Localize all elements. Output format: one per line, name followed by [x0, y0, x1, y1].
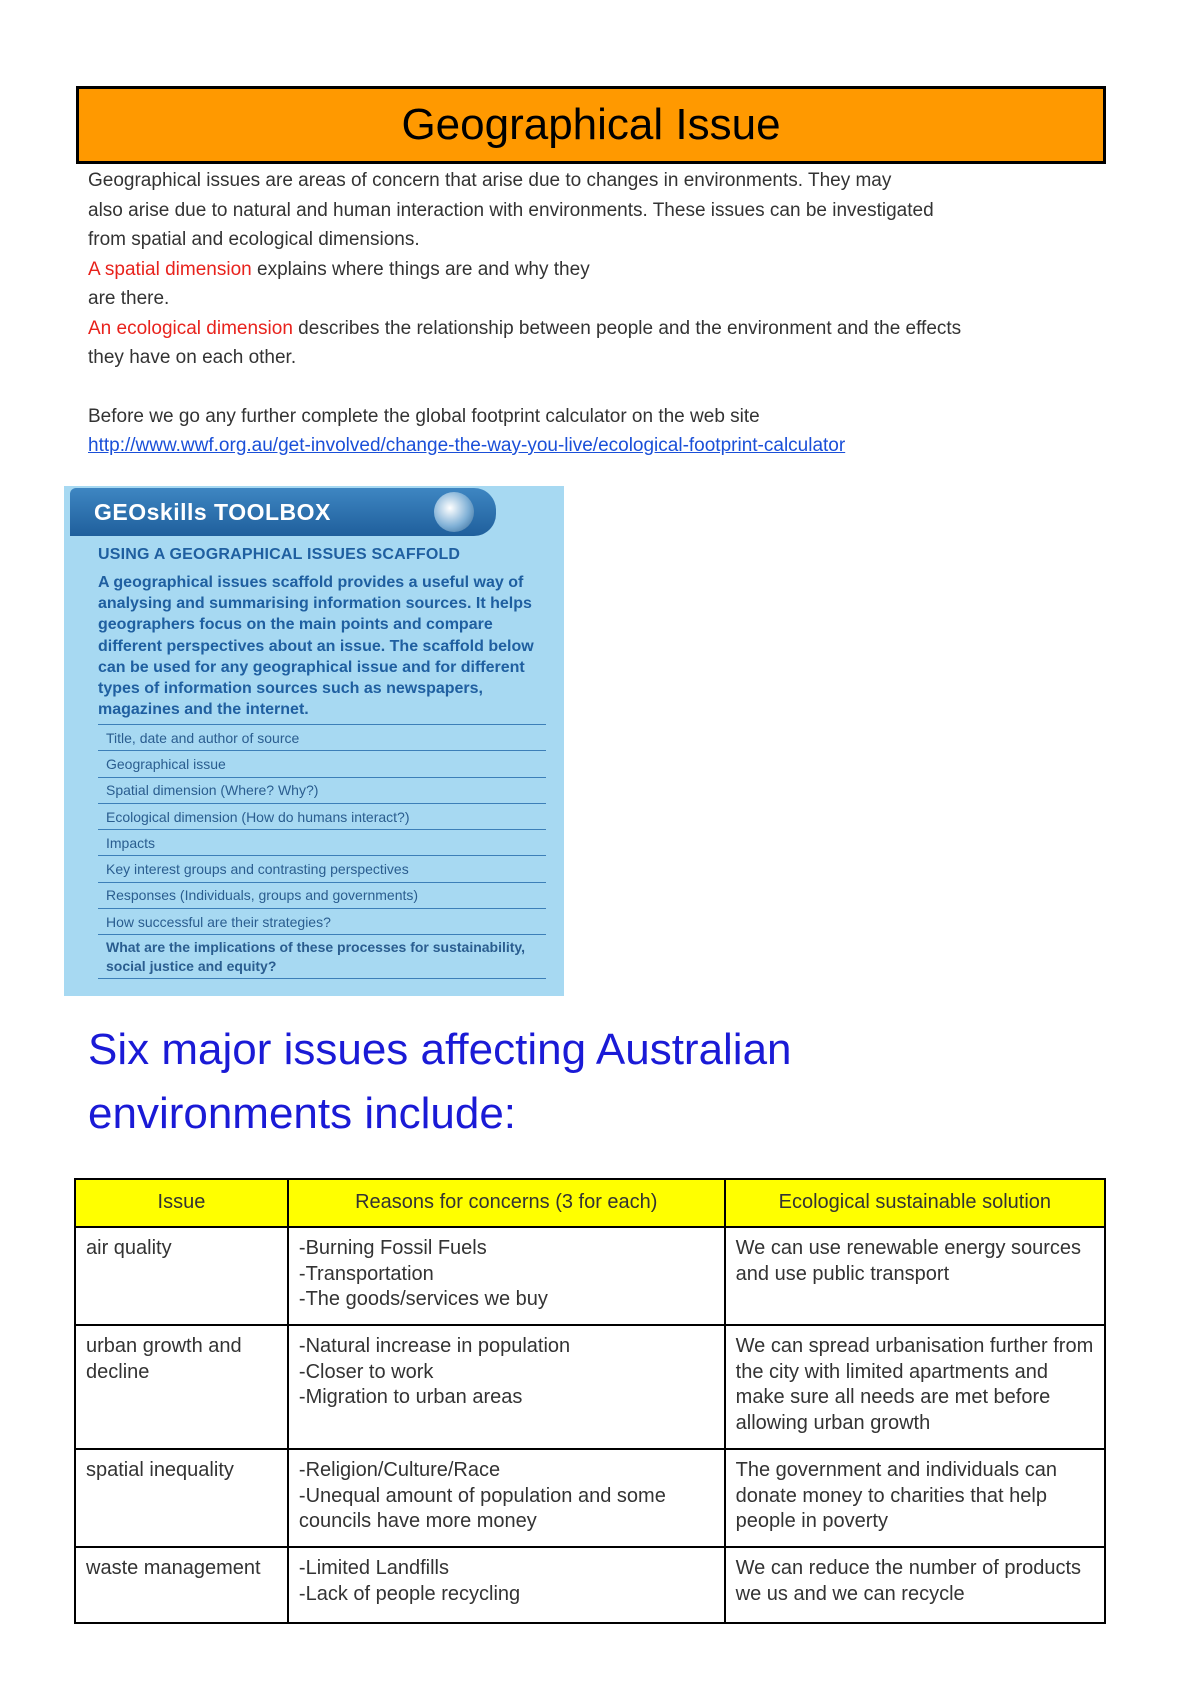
reason-item: -Migration to urban areas [298, 1386, 523, 1408]
reason-item: -Natural increase in population [298, 1335, 571, 1357]
ecological-term: An ecological dimension [88, 317, 293, 339]
scaffold-row: Geographical issue [98, 751, 546, 777]
header-issue: Issue [75, 1179, 288, 1227]
issue-cell: urban growth and decline [75, 1325, 288, 1449]
solution-cell: The government and individuals can donate money to charities that help people in poverty [725, 1449, 1105, 1547]
spatial-term: A spatial dimension [88, 258, 252, 280]
table-row [75, 1227, 1105, 1325]
reasons-cell [288, 1227, 725, 1325]
scaffold-row: Ecological dimension (How do humans interact?) [98, 804, 546, 830]
reason-item: -The goods/services we buy [298, 1288, 548, 1310]
solution-cell: We can spread urbanisation further from the city with limited apartments and make sure all needs are met before allowing urban growth [725, 1325, 1105, 1449]
issue-cell: waste management [75, 1547, 288, 1623]
solution-cell: We can reduce the number of products we us and we can recycle [725, 1547, 1105, 1623]
reason-item: -Unequal amount of population and some councils have more money [298, 1484, 666, 1532]
spatial-definition-text: explains where things are and why they [251, 258, 590, 280]
section-heading: Six major issues affecting Australian environments include: [88, 1025, 792, 1138]
scaffold-row: Impacts [98, 830, 546, 856]
ecological-definition-text: describes the relationship between people and the environment and the effects [292, 317, 962, 339]
table-row [75, 1449, 1105, 1547]
solution-cell: We can use renewable energy sources and use public transport [725, 1227, 1105, 1325]
reasons-cell [288, 1547, 725, 1623]
intro-line: also arise due to natural and human interaction with environments. These issues can be investigated [88, 199, 934, 221]
ecological-definition-cont: they have on each other. [88, 347, 297, 368]
reason-item: -Lack of people recycling [298, 1582, 521, 1605]
issue-cell: spatial inequality [75, 1449, 288, 1547]
footprint-calculator-link[interactable]: http://www.wwf.org.au/get-involved/change-the-way-you-live/ecological-footprint-calculator [88, 435, 846, 456]
issue-cell: air quality [75, 1227, 288, 1325]
header-reasons: Reasons for concerns (3 for each) [288, 1179, 725, 1227]
intro-line: from spatial and ecological dimensions. [88, 229, 420, 250]
scaffold-row: Key interest groups and contrasting perspectives [98, 856, 546, 882]
table-header-row [75, 1179, 1105, 1227]
scaffold-row: How successful are their strategies? [98, 909, 546, 935]
toolbox-body: A geographical issues scaffold provides a useful way of analysing and summarising information sources. It helps geographers focus on the main points and compare different perspectives about an issue. The scaffold below can be used for any geographical issue and for different types of information sources such as newspapers, magazines and the internet. [98, 574, 534, 719]
calculator-instruction: Before we go any further complete the global footprint calculator on the web site [88, 405, 760, 427]
scaffold-row: Responses (Individuals, groups and governments) [98, 883, 546, 909]
ecological-definition [88, 314, 1128, 344]
issues-table [74, 1178, 1106, 1624]
reason-item: -Burning Fossil Fuels [298, 1237, 487, 1259]
scaffold-row: What are the implications of these processes for sustainability, social justice and equity? [98, 935, 546, 979]
toolbox-subtitle: USING A GEOGRAPHICAL ISSUES SCAFFOLD [98, 546, 461, 563]
reasons-cell [288, 1325, 725, 1449]
reasons-cell [288, 1449, 725, 1547]
intro-text [88, 166, 1128, 461]
scaffold-row: Spatial dimension (Where? Why?) [98, 778, 546, 804]
spatial-definition [88, 255, 1128, 285]
toolbox-header-text: GEOskills TOOLBOX [94, 498, 331, 525]
scaffold-list [98, 724, 546, 979]
geoskills-toolbox [64, 486, 564, 996]
reason-item: -Religion/Culture/Race [298, 1459, 501, 1481]
reason-item: -Limited Landfills [298, 1557, 449, 1579]
scaffold-row: Title, date and author of source [98, 725, 546, 751]
table-row [75, 1547, 1105, 1623]
header-solution: Ecological sustainable solution [725, 1179, 1105, 1227]
intro-line: Geographical issues are areas of concern that arise due to changes in environments. They may [88, 170, 892, 191]
spatial-definition-cont: are there. [88, 288, 170, 309]
globe-icon [434, 492, 474, 532]
page-title: Geographical Issue [76, 86, 1106, 164]
table-row [75, 1325, 1105, 1449]
reason-item: -Transportation [298, 1262, 434, 1285]
reason-item: -Closer to work [298, 1360, 434, 1383]
toolbox-header [70, 488, 496, 536]
